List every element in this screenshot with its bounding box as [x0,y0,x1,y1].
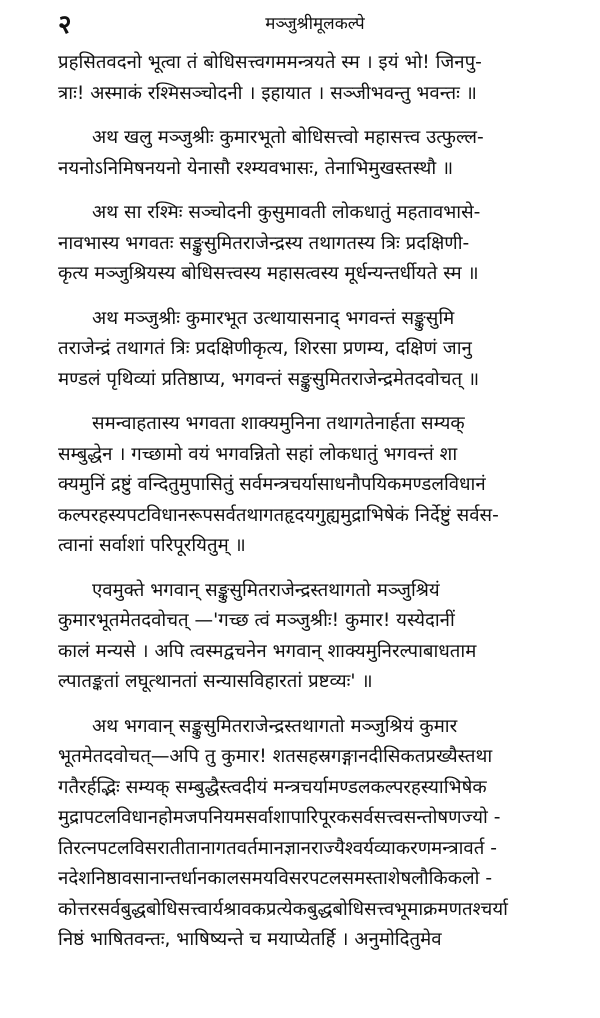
text-line: कुमारभूतमेतदवोचत् —'गच्छ त्वं मञ्जुश्रीः! कुमार! यस्येदानीं [58,610,455,631]
text-line: नावभास्य भगवतः सङ्कुसुमितराजेन्द्रस्य तथागतस्य त्रिः प्रदक्षिणी- [58,232,470,254]
text-line: अथ सा रश्मिः सञ्चोदनी कुसुमावती लोकधातुं महतावभासे- [92,202,481,223]
paragraph [58,48,572,109]
page-number: २ [58,10,72,40]
text-line: मण्डलं पृथिव्यां प्रतिष्ठाप्य, भगवन्तं सङ्कुसुमितराजेन्द्रमेतदवोचत् ॥ [58,368,480,390]
text-line: क्यमुनिं द्रष्टुं वन्दितुमुपासितुं सर्वमन्त्रचर्यासाधनौपयिकमण्डलविधानं [58,474,486,495]
running-title: मञ्जुश्रीमूलकल्पे [265,14,365,34]
text-line: समन्वाहतास्य भगवता शाक्यमुनिना तथागतेनार्हता सम्यक् [92,413,465,434]
text-line: अथ भगवान् सङ्कुसुमितराजेन्द्रस्तथागतो मञ्जुश्रियं कुमार [92,715,458,737]
body-text [58,48,572,956]
text-line: सम्बुद्धेन । गच्छामो वयं भगवन्नितो सहां लोकधातुं भगवन्तं शा [58,443,458,465]
paragraph [58,409,572,562]
text-line: अथ मञ्जुश्रीः कुमारभूत उत्थायासनाद् भगवन्तं सङ्कुसुमि [92,307,455,329]
text-line: नयनोऽनिमिषनयनो येनासौ रश्म्यवभासः, तेनाभिमुखस्तस्थौ ॥ [58,157,454,179]
paragraph [58,576,572,698]
paragraph [58,304,572,396]
text-line: त्वानां सर्वाशां परिपूरयितुम् ॥ [58,535,246,556]
text-line: नदेशनिष्ठावसानान्तर्धानकालसमयविसरपटलसमस्ताशेषलौकिकलो - [58,868,493,889]
text-line: अथ खलु मञ्जुश्रीः कुमारभूतो बोधिसत्त्वो महासत्त्व उत्फुल्ल- [92,127,484,148]
text-line: भूतमेतदवोचत्—अपि तु कुमार! शतसहस्रगङ्गानदीसिकतप्रख्यैस्तथा [58,746,493,767]
text-line: एवमुक्ते भगवान् सङ्कुसुमितराजेन्द्रस्तथागतो मञ्जुश्रियं [92,579,440,601]
page-header [58,8,572,48]
paragraph [58,123,572,184]
text-line: गतैरर्हद्भिः सम्यक् सम्बुद्धैस्त्वदीयं मन्त्रचर्यामण्डलकल्परहस्याभिषेक [58,776,487,798]
text-line: निष्ठं भाषितवन्तः, भाषिष्यन्ते च मयाप्येतर्हि । अनुमोदितुमेव [58,929,442,950]
text-line: कालं मन्यसे । अपि त्वस्मद्वचनेन भगवान् शाक्यमुनिरल्पाबाधताम [58,640,477,662]
text-line: कोत्तरसर्वबुद्धबोधिसत्त्वार्यश्रावकप्रत्येकबुद्धबोधिसत्त्वभूमाक्रमणतश्चर्या [58,898,508,920]
text-line: प्रहसितवदनो भूत्वा तं बोधिसत्त्वगममन्त्रयते स्म । इयं भो! जिनपु- [58,52,482,73]
text-line: मुद्रापटलविधानहोमजपनियमसर्वाशापारिपूरकसर्वसत्त्वसन्तोषणज्यो - [58,807,501,828]
paragraph [58,712,572,956]
text-line: कृत्य मञ्जुश्रियस्य बोधिसत्त्वस्य महासत्वस्य मूर्धन्यन्तर्धीयते स्म ॥ [58,263,479,284]
text-line: तराजेन्द्रं तथागतं त्रिः प्रदक्षिणीकृत्य, शिरसा प्रणम्य, दक्षिणं जानु [58,338,472,359]
text-line: कल्परहस्यपटविधानरूपसर्वतथागतहृदयगुह्यमुद्राभिषेकं निर्देष्टुं सर्वस- [58,504,499,526]
text-line: तिरत्नपटलविसरातीतानागतवर्तमानज्ञानराज्यैश्वर्यव्याकरणमन्त्रावर्त - [58,837,497,859]
text-line: ल्पातङ्कतां लघूत्थानतां सन्यासविहारतां प्रष्टव्यः' ॥ [58,671,373,692]
paragraph [58,198,572,290]
text-line: त्राः! अस्माकं रश्मिसञ्चोदनी । इहायात । सञ्जीभवन्तु भवन्तः ॥ [58,82,477,104]
